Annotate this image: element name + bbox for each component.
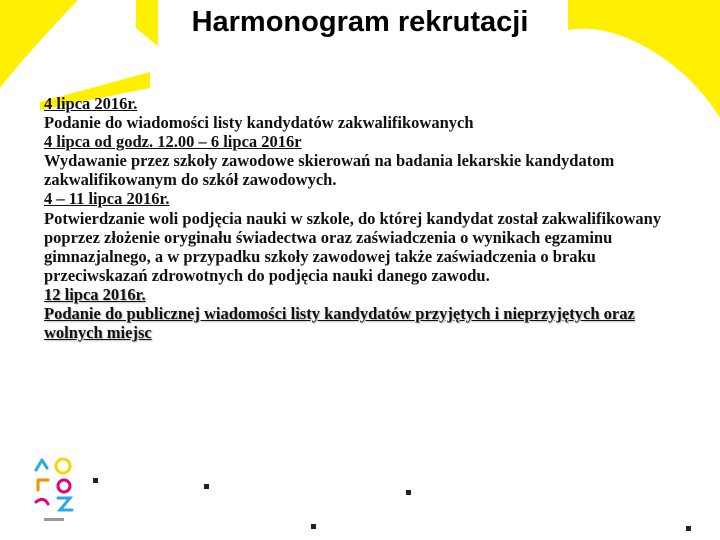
schedule-text-4: Podanie do publicznej wiadomości listy kandydatów przyjętych i nieprzyjętych oraz wolnych miejsc	[44, 304, 635, 343]
schedule-text-3: Potwierdzanie woli podjęcia nauki w szkole, do której kandydat został zakwalifikowany poprzez złożenie oryginału świadectwa oraz zaświadczenia o wynikach egzaminu gimnazjalnego, a w przypadku szkoły zawodowej także zaświadczenia o braku przeciwskazań zdrowotnych do podjęcia nauki danego zawodu.	[44, 208, 662, 285]
schedule-text-2: Wydawanie przez szkoły zawodowe skierowań na badania lekarskie kandydatom zakwalifikowanym do szkół zawodowych.	[44, 151, 615, 190]
schedule-date-4: 12 lipca 2016r.	[44, 284, 146, 304]
decor-dot	[204, 484, 209, 489]
schedule-text-1: Podanie do wiadomości listy kandydatów zakwalifikowanych	[44, 113, 474, 133]
decor-dot	[406, 490, 411, 495]
schedule-text	[44, 94, 684, 342]
decor-dot	[686, 526, 691, 531]
schedule-date-1: 4 lipca 2016r.	[44, 94, 138, 113]
decor-dot	[311, 524, 316, 529]
schedule-date-3: 4 – 11 lipca 2016r.	[44, 189, 170, 209]
logo-icon	[30, 456, 78, 528]
schedule-date-2: 4 lipca od godz. 12.00 – 6 lipca 2016r	[44, 132, 302, 152]
decor-dot	[93, 478, 98, 483]
slide-title: Harmonogram rekrutacji	[191, 6, 529, 38]
